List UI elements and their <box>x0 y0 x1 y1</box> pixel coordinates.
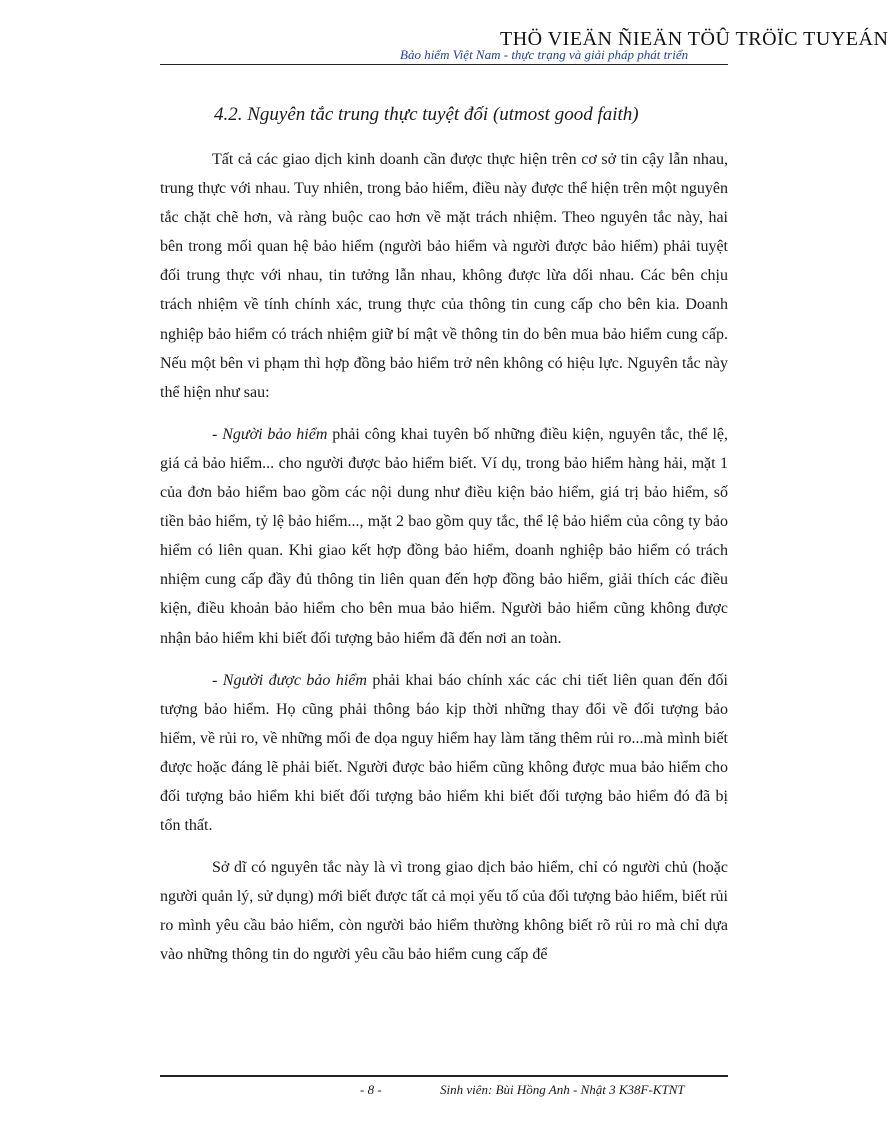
paragraph-text: phải khai báo chính xác các chi tiết liên quan đến đối tượng bảo hiểm. Họ cũng phải thông báo kịp thời những thay đổi về đối tượng bảo hiểm, về rủi ro, về những mối đe dọa nguy hiểm hay làm tăng thêm rủi ro...mà mình biết được hoặc đáng lẽ phải biết. Người được bảo hiểm cũng không được mua bảo hiểm cho đối tượng bảo hiểm khi biết đối tượng bảo hiểm khi biết đối tượng bảo hiểm đó đã bị tổn thất. <box>160 671 728 835</box>
paragraph <box>160 145 728 407</box>
paragraph-text: Sở dĩ có nguyên tắc này là vì trong giao dịch bảo hiểm, chỉ có người chủ (hoặc người quản lý, sử dụng) mới biết được tất cả mọi yếu tố của đối tượng bảo hiểm, biết rủi ro mình yêu cầu bảo hiểm, còn người bảo hiểm thường không biết rõ rủi ro mà chỉ dựa vào những thông tin do người yêu cầu bảo hiểm cung cấp để <box>160 859 728 964</box>
header-subtitle: Bảo hiểm Việt Nam - thực trạng và giải pháp phát triển <box>400 47 689 62</box>
footer-rule <box>160 1075 728 1077</box>
paragraph-text: Tất cả các giao dịch kinh doanh cần được thực hiện trên cơ sở tin cậy lẫn nhau, trung thực với nhau. Tuy nhiên, trong bảo hiểm, điều này được thể hiện trên một nguyên tắc chặt chẽ hơn, và ràng buộc cao hơn về mặt trách nhiệm. Theo nguyên tắc này, hai bên trong mối quan hệ bảo hiểm (người bảo hiểm và người được bảo hiểm) phải tuyệt đối trung thực với nhau, tin tưởng lẫn nhau, không được lừa dối nhau. Các bên chịu trách nhiệm về tính chính xác, trung thực của thông tin cung cấp cho bên kia. Doanh nghiệp bảo hiểm có trách nhiệm giữ bí mật về thông tin do bên mua bảo hiểm cung cấp. Nếu một bên vi phạm thì hợp đồng bảo hiểm trở nên không có hiệu lực. Nguyên tắc này thể hiện như sau: <box>160 151 728 401</box>
paragraph-emphasis: Người được bảo hiểm <box>222 671 367 689</box>
paragraph <box>160 853 728 969</box>
paragraph-prefix: - <box>212 425 223 443</box>
paragraph-prefix: - <box>212 671 223 689</box>
section-heading: 4.2. Nguyên tắc trung thực tuyệt đối (utmost good faith) <box>214 104 639 125</box>
page-number: - 8 - <box>360 1082 382 1097</box>
paragraph <box>160 420 728 653</box>
header-rule <box>160 64 728 65</box>
paragraph <box>160 666 728 841</box>
paragraph-text: phải công khai tuyên bố những điều kiện, nguyên tắc, thể lệ, giá cả bảo hiểm... cho người được bảo hiểm biết. Ví dụ, trong bảo hiểm hàng hải, mặt 1 của đơn bảo hiểm bao gồm các nội dung như điều kiện bảo hiểm, giá trị bảo hiểm, số tiền bảo hiểm, tỷ lệ bảo hiểm..., mặt 2 bao gồm quy tắc, thể lệ bảo hiểm của công ty bảo hiểm có liên quan. Khi giao kết hợp đồng bảo hiểm, doanh nghiệp bảo hiểm có trách nhiệm cung cấp đầy đủ thông tin liên quan đến hợp đồng bảo hiểm, giải thích các điều kiện, điều khoản bảo hiểm cho bên mua bảo hiểm. Người bảo hiểm cũng không được nhận bảo hiểm khi biết đối tượng bảo hiểm đã đến nơi an toàn. <box>160 425 729 647</box>
body-text <box>160 145 728 983</box>
footer-author: Sinh viên: Bùi Hồng Anh - Nhật 3 K38F-KTNT <box>440 1082 685 1097</box>
paragraph-emphasis: Người bảo hiểm <box>222 425 328 443</box>
header-watermark: THÖ VIEÄN ÑIEÄN TÖÛ TRÖÏC TUYEÁN <box>500 28 888 50</box>
